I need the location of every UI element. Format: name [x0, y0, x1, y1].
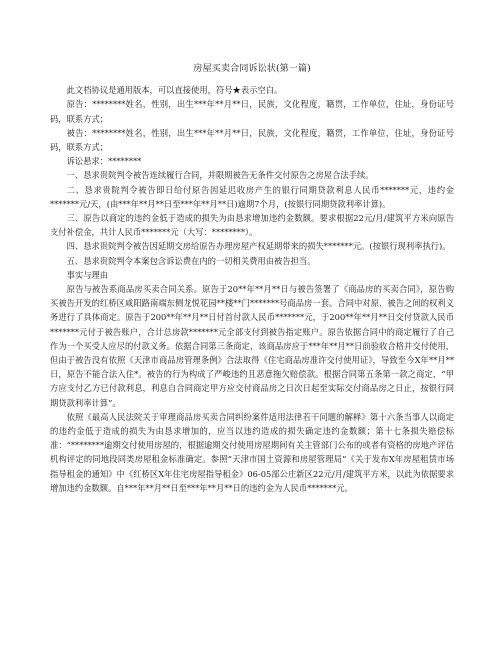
claim-item: 三、原告以商定的违约金低于造成的损失为由恳求增加违约金数额。要求根据22元/月/建筑平方米向原告支付补偿金，共计人民币*******元（大写：********）。 [50, 213, 454, 238]
claim-item: 四、恳求贵院判令被告因延期交房给原告办理房屋产权延期带来的损失*******元。(按银行现利率执行)。 [66, 241, 451, 252]
document-title: 房屋买卖合同诉讼状(第一篇) [193, 63, 311, 74]
claims-heading: 诉讼悬求：******** [66, 156, 142, 167]
legal-basis-paragraph: 依照《最高人民法院关于审理商品房买卖合同纠纷案件适用法律若干问题的解释》第十六条当事人以商定的违约金低于造成的损失为由恳求增加的，应当以违约造成的损失确定违约金数额；第十七条损失赔偿标准：“********逾期交付使用房屋的，根据逾期交付使用房屋期间有关主管部门公布的或者有资格的房地产评估机构评定的同地段同类房屋租金标准确定。参照“天津市国土资源和房屋管理局”《关于发布X年房屋租赁市场指导租金的通知》中《红桥区X年住宅房屋指导租金》06-05部公庄新区22元/月/建筑平方米，以此为依据要求增加违约金数额。自***年**月**日至***年**月**日的违约金为人民币*******元。 [50, 411, 454, 493]
claim-item: 五、恳求贵院判令本案包含诉讼费在内的一切相关费用由被告担当。 [66, 255, 316, 266]
intro-note: 此文档协议是通用版本，可以直接使用，符号★表示空白。 [66, 85, 283, 96]
plaintiff-info: 原告：********姓名，性别，出生***年**月**日，民族，文化程度，籍贯，工作单位，住址，身份证号码，联系方式； [50, 99, 454, 124]
defendant-info: 被告：********姓名，性别，出生***年**月**日，民族，文化程度，籍贯，工作单位，住址，身份证号码，联系方式； [50, 127, 454, 153]
claim-item: 二、恳求贵院判令被告即日给付原告因延迟收房产生的银行同期贷款利息人民币*******元，违约金*******元/天，(由***年**月**日至***年**月**日)逾期7个月，(按银行同期贷款利率计算)。 [50, 184, 454, 209]
claim-item: 一、恳求贵院判令被告连续履行合同，并限期被告无条件交付原告之房屋合法手续。 [66, 170, 374, 181]
facts-paragraph: 原告与被告系商品房买卖合同关系。原告于20**年**月**日与被告签署了《商品房的买卖合同》，原告购买被告开发的红桥区咸阳路南端东侧龙悦花园**楼**门*******号商品房一套。合同中对原、被告之间的权利义务进行了具体商定。原告于200**年**月**日付首付款人民币*******元，于200**年**月**日交付贷款人民币*******元付于被告账户，合计总房款*******元全部支付到被告指定账户。原告依据合同中的商定履行了自己作为一个买受人应尽的付款义务。依据合同第三条商定，该商品房应于***年**月**日前验收合格并交付使用，但由于被告没有依照《天津市商品房管理条例》合法取得《住宅商品房准许交付使用证》，导致至今X年**月**日，原告不能合法入住*。被告的行为构成了严峻违约且恶意拖欠赔偿款。根据合同第五条第一款之商定，“甲方应支付乙方已付款利息，利息自合同商定甲方应交付商品房之日次日起至实际交付商品房之日止，按银行同期贷款利率计算”。 [50, 284, 454, 408]
facts-heading: 事实与理由 [66, 269, 109, 280]
